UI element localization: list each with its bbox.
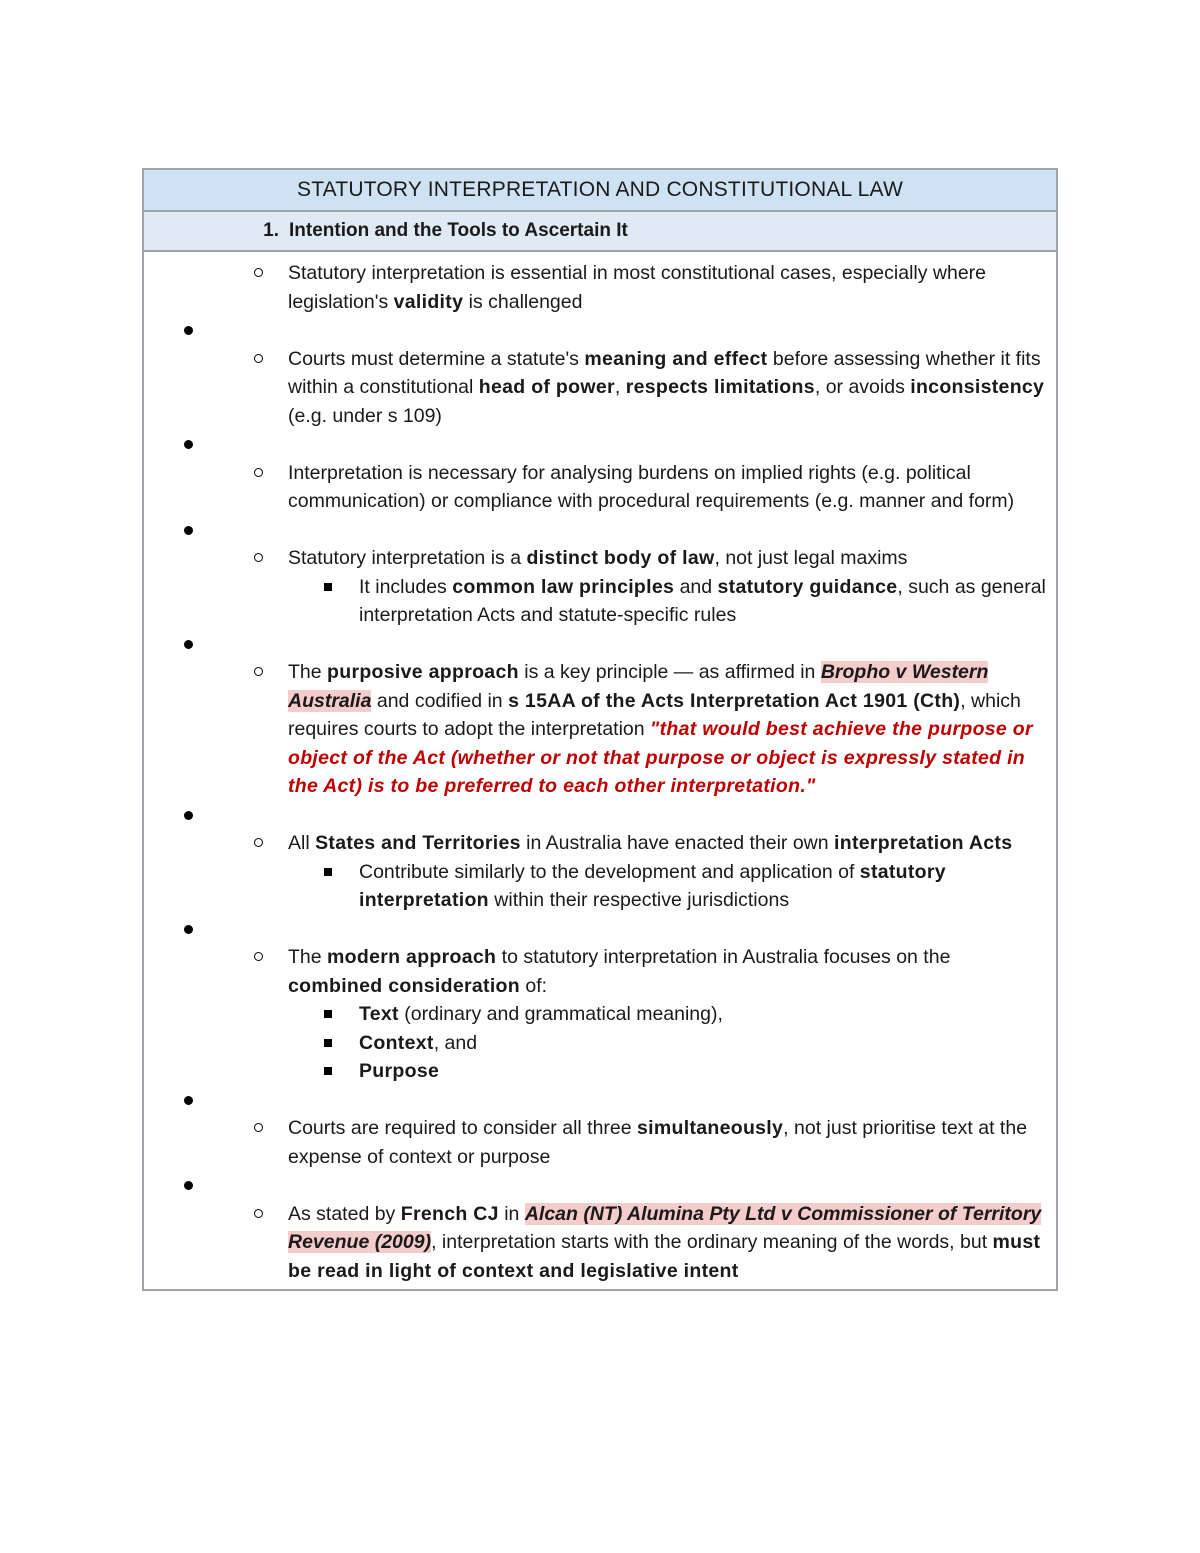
list-item: [144, 829, 1056, 915]
list-item: [144, 345, 1056, 431]
disc-bullet-icon: [184, 1181, 193, 1190]
square-bullet-icon: [324, 1039, 332, 1047]
list-item: [144, 943, 1056, 1086]
disc-bullet-icon: [184, 1096, 193, 1105]
circle-bullet-icon: [254, 553, 263, 562]
square-bullet-icon: [324, 868, 332, 876]
disc-bullet-icon: [184, 326, 193, 335]
empty-list-item: [144, 1171, 1056, 1200]
case-citation: Bropho v Western Australia: [288, 661, 989, 712]
list-item: [144, 1114, 1056, 1171]
disc-bullet-icon: [184, 440, 193, 449]
square-bullet-icon: [324, 1067, 332, 1075]
case-citation: Alcan (NT) Alumina Pty Ltd v Commissioner of Territory Revenue (2009): [288, 1202, 1042, 1253]
statutory-quote: "that would best achieve the purpose or object of the Act (whether or not that purpose or object is expressly stated in the Act) is to be preferred to each other interpretation.": [288, 718, 1033, 797]
list-item: [144, 544, 1056, 630]
circle-bullet-icon: [254, 1123, 263, 1132]
disc-bullet-icon: [184, 811, 193, 820]
empty-list-item: [144, 630, 1056, 659]
empty-list-item: [144, 316, 1056, 345]
sub-list-item: Purpose: [359, 1057, 1050, 1086]
empty-list-item: [144, 915, 1056, 944]
sub-list-item: It includes common law principles and statutory guidance, such as general interpretation Acts and statute-specific rules: [359, 573, 1050, 630]
table-title-row: [144, 170, 1056, 212]
bullet-text: All States and Territories in Australia have enacted their own interpretation Acts: [288, 832, 1013, 854]
bullet-text: Courts must determine a statute's meaning and effect before assessing whether it fits within a constitutional head of power, respects limitations, or avoids inconsistency (e.g. under s 109): [288, 347, 1045, 427]
bullet-text: The purposive approach is a key principle — as affirmed in Bropho v Western Australia and codified in s 15AA of the Acts Interpretation Act 1901 (Cth), which requires courts to adopt the interpretation "that would best achieve the purpose or object of the Act (whether or not that purpose or object is expressly stated in the Act) is to be preferred to each other interpretation.": [288, 661, 1033, 797]
section-heading: Intention and the Tools to Ascertain It: [289, 220, 628, 241]
disc-bullet-icon: [184, 526, 193, 535]
notes-table: [142, 168, 1058, 1291]
sub-list: [324, 573, 1050, 630]
empty-list-item: [144, 430, 1056, 459]
empty-list-item: [144, 516, 1056, 545]
bullet-text: The modern approach to statutory interpretation in Australia focuses on the combined consideration of:: [288, 946, 951, 997]
sub-list-item: Text (ordinary and grammatical meaning),: [359, 1000, 1050, 1029]
section-header-row: [144, 212, 1056, 252]
square-bullet-icon: [324, 1010, 332, 1018]
list-item: [144, 459, 1056, 516]
bullet-text: As stated by French CJ in Alcan (NT) Alumina Pty Ltd v Commissioner of Territory Revenue (2009), interpretation starts with the ordinary meaning of the words, but must be read in light of context and legislative intent: [288, 1202, 1042, 1282]
section-number: 1.: [263, 220, 279, 241]
bullet-text: Interpretation is necessary for analysing burdens on implied rights (e.g. political communication) or compliance with procedural requirements (e.g. manner and form): [288, 461, 1015, 512]
circle-bullet-icon: [254, 268, 263, 277]
empty-list-item: [144, 1086, 1056, 1115]
document-title: STATUTORY INTERPRETATION AND CONSTITUTIONAL LAW: [296, 178, 903, 201]
disc-bullet-icon: [184, 925, 193, 934]
sub-list: [324, 858, 1050, 915]
circle-bullet-icon: [254, 667, 263, 676]
list-item: [144, 259, 1056, 316]
circle-bullet-icon: [254, 354, 263, 363]
circle-bullet-icon: [254, 468, 263, 477]
circle-bullet-icon: [254, 952, 263, 961]
sub-list: [324, 1000, 1050, 1086]
square-bullet-icon: [324, 583, 332, 591]
circle-bullet-icon: [254, 838, 263, 847]
sub-list-item: Contribute similarly to the development and application of statutory interpretation within their respective jurisdictions: [359, 858, 1050, 915]
sub-list-item: Context, and: [359, 1029, 1050, 1058]
content-cell: [144, 252, 1056, 1289]
bullet-text: Courts are required to consider all three simultaneously, not just prioritise text at the expense of context or purpose: [288, 1117, 1028, 1168]
circle-bullet-icon: [254, 1209, 263, 1218]
empty-list-item: [144, 801, 1056, 830]
bullet-text: Statutory interpretation is essential in most constitutional cases, especially where legislation's validity is challenged: [288, 262, 987, 313]
disc-bullet-icon: [184, 640, 193, 649]
list-item: [144, 1200, 1056, 1286]
bullet-text: Statutory interpretation is a distinct body of law, not just legal maxims: [288, 547, 908, 569]
list-item: [144, 658, 1056, 801]
